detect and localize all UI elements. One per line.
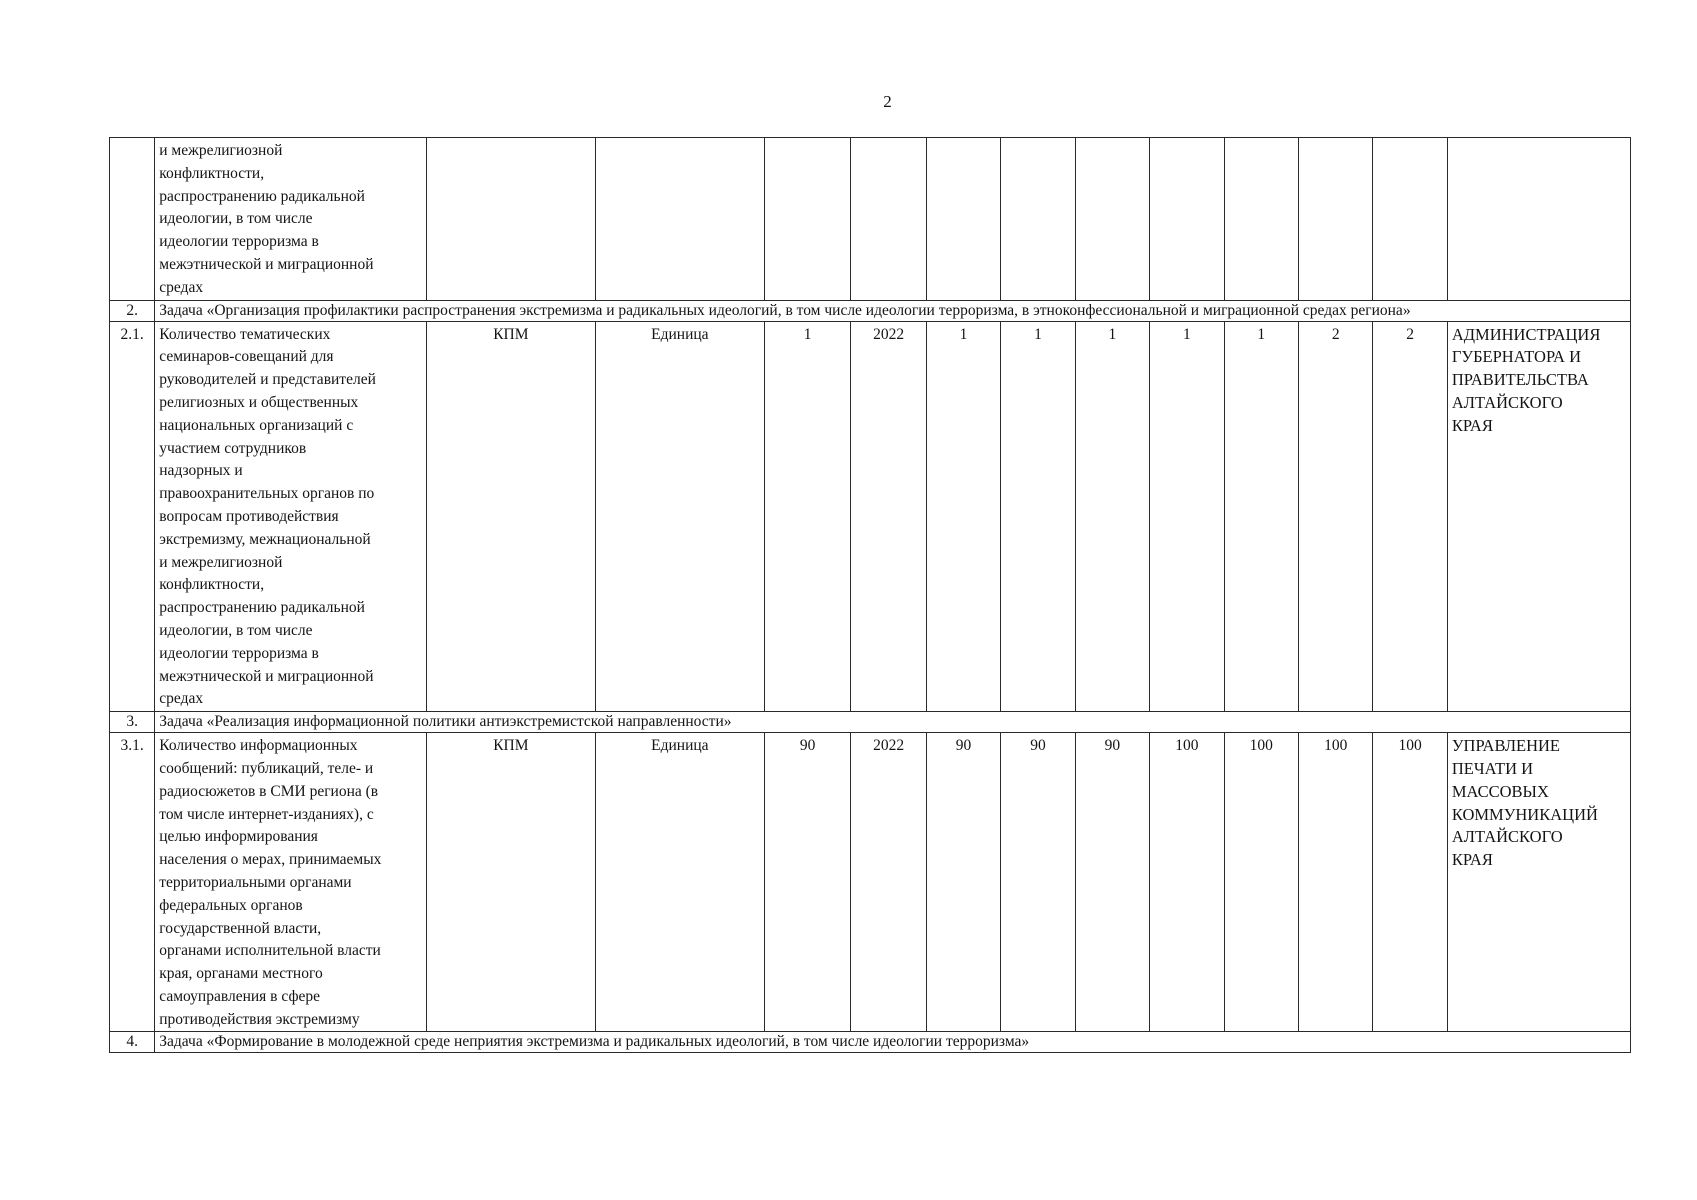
row-number: 4.	[110, 1032, 155, 1053]
indicator-name-cell: Количество тематических семинаров-совещаний для руководителей и представителей религиозных и общественных национальных организаций с участием сотрудников надзорных и правоохранительных органов по вопросам противодействия экстремизму, межнациональной и межрелигиозной конфликтности, распространению радикальной идеологии, в том числе идеологии терроризма в межэтнической и миграционной средах	[155, 321, 427, 712]
base-value-cell: 1	[764, 321, 851, 712]
task-row-2	[110, 300, 1631, 321]
task-row-3	[110, 712, 1631, 733]
base-value-cell: 90	[764, 733, 851, 1032]
value-cell: 100	[1373, 733, 1447, 1032]
row-number: 3.1.	[110, 733, 155, 1032]
indicator-type-cell: КПМ	[426, 733, 595, 1032]
value-cell: 1	[1224, 321, 1298, 712]
unit-cell: Единица	[595, 321, 764, 712]
row-number: 2.1.	[110, 321, 155, 712]
task-row-4	[110, 1032, 1631, 1053]
value-cell: 2	[1373, 321, 1447, 712]
page-number: 2	[883, 92, 892, 111]
row-number-cell	[110, 138, 155, 301]
unit-cell: Единица	[595, 733, 764, 1032]
responsible-cell: УПРАВЛЕНИЕ ПЕЧАТИ И МАССОВЫХ КОММУНИКАЦИЙ АЛТАЙСКОГО КРАЯ	[1447, 733, 1630, 1032]
value-cell: 100	[1150, 733, 1224, 1032]
task-title: Задача «Организация профилактики распространения экстремизма и радикальных идеологий, в том числе идеологии терроризма, в этноконфессиональной и миграционной средах региона»	[155, 300, 1631, 321]
table-row-continuation	[110, 138, 1631, 301]
value-cell: 90	[1075, 733, 1149, 1032]
indicators-table	[109, 137, 1631, 1053]
base-year-cell: 2022	[851, 733, 926, 1032]
indicator-row-2-1	[110, 321, 1631, 712]
indicator-name-cell: и межрелигиозной конфликтности, распространению радикальной идеологии, в том числе идеологии терроризма в межэтнической и миграционной средах	[155, 138, 427, 301]
value-cell: 1	[1001, 321, 1075, 712]
row-number: 2.	[110, 300, 155, 321]
row-number: 3.	[110, 712, 155, 733]
value-cell: 90	[926, 733, 1000, 1032]
value-cell: 1	[1075, 321, 1149, 712]
value-cell: 2	[1298, 321, 1372, 712]
base-year-cell: 2022	[851, 321, 926, 712]
value-cell: 100	[1224, 733, 1298, 1032]
value-cell: 90	[1001, 733, 1075, 1032]
responsible-cell: АДМИНИСТРАЦИЯ ГУБЕРНАТОРА И ПРАВИТЕЛЬСТВА АЛТАЙСКОГО КРАЯ	[1447, 321, 1630, 712]
task-title: Задача «Формирование в молодежной среде неприятия экстремизма и радикальных идеологий, в том числе идеологии терроризма»	[155, 1032, 1631, 1053]
indicator-row-3-1	[110, 733, 1631, 1032]
indicator-name-cell: Количество информационных сообщений: публикаций, теле- и радиосюжетов в СМИ региона (в том числе интернет-изданиях), с целью информирования населения о мерах, принимаемых территориальными органами федеральных органов государственной власти, органами исполнительной власти края, органами местного самоуправления в сфере противодействия экстремизму	[155, 733, 427, 1032]
value-cell: 1	[1150, 321, 1224, 712]
task-title: Задача «Реализация информационной политики антиэкстремистской направленности»	[155, 712, 1631, 733]
value-cell: 1	[926, 321, 1000, 712]
value-cell: 100	[1298, 733, 1372, 1032]
indicator-type-cell: КПМ	[426, 321, 595, 712]
